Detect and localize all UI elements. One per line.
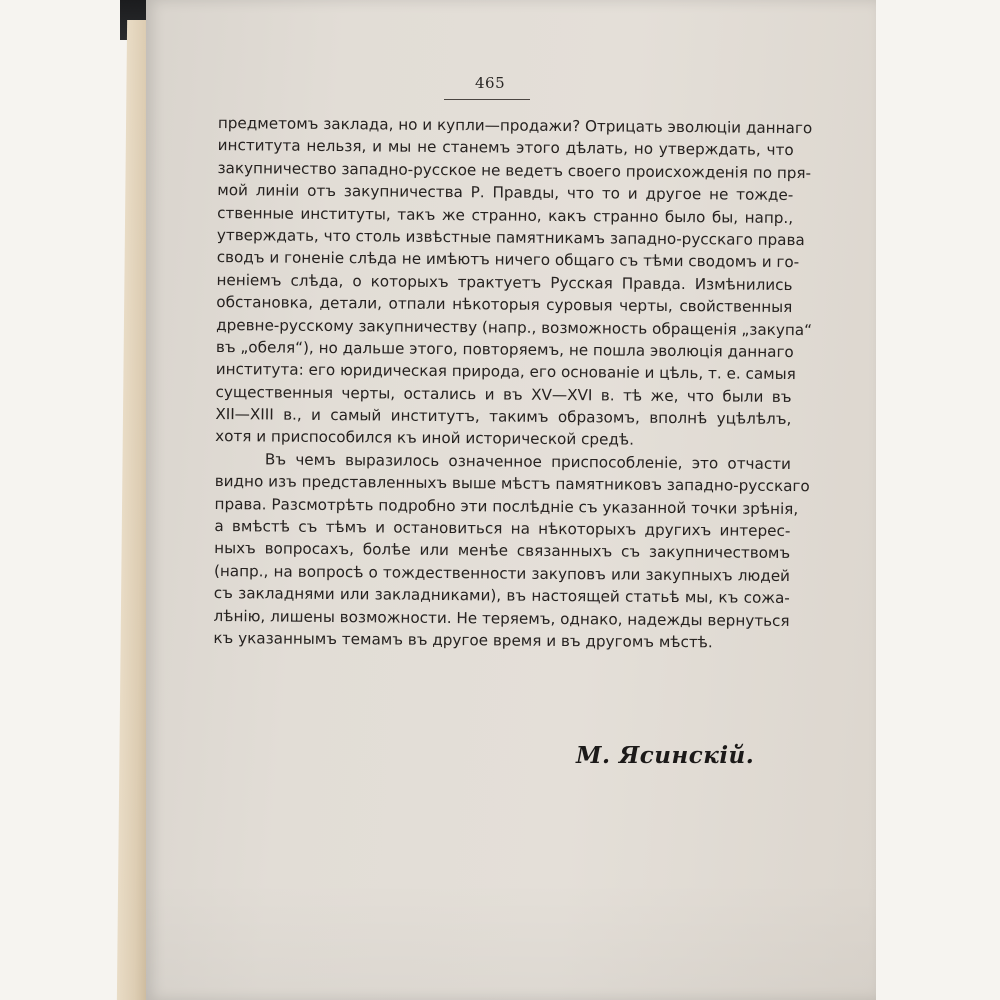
- text-line: предметомъ заклада, но и купли—продажи? Отрицать эволюціи даннаго: [217, 113, 813, 138]
- text-line: утверждать, что столь извѣстные памятникамъ западно-русскаго права: [216, 225, 805, 250]
- text-line: мой линіи отъ закупничества Р. Правды, что то и другое не тожде-: [217, 181, 794, 205]
- text-line: института нельзя, и мы не станемъ этого дѣлать, но утверждать, что: [217, 136, 794, 160]
- text-line: существенныя черты, остались и въ XV—XVI в. тѣ же, что были въ: [215, 382, 792, 406]
- text-line: а вмѣстѣ съ тѣмъ и остановиться на нѣкоторыхъ другихъ интерес-: [214, 517, 791, 541]
- text-line: въ „обеля“), но дальше этого, повторяемъ, не пошла эволюція даннаго: [215, 337, 794, 361]
- text-line: неніемъ слѣда, о которыхъ трактуетъ Русская Правда. Измѣнились: [216, 270, 793, 294]
- author-signature: М. Ясинскій.: [576, 742, 755, 769]
- body-text: [213, 112, 813, 654]
- text-line: права. Разсмотрѣть подробно эти послѣдніе съ указанной точки зрѣнія,: [214, 494, 799, 518]
- background-right: [876, 0, 1000, 1000]
- page-number: 465: [475, 74, 506, 92]
- text-line: (напр., на вопросѣ о тождественности закуповъ или закупныхъ людей: [213, 561, 791, 585]
- text-line: обстановка, детали, отпали нѣкоторыя суровыя черты, свойственныя: [216, 293, 793, 317]
- text-line: къ указаннымъ темамъ въ другое время и въ другомъ мѣстѣ.: [213, 628, 713, 652]
- text-line: хотя и приспособился къ иной исторической средѣ.: [215, 427, 635, 450]
- page-shadow: [146, 880, 876, 1000]
- header-rule: [444, 99, 530, 100]
- text-line: сводъ и гоненіе слѣда не имѣютъ ничего общаго съ тѣми сводомъ и го-: [216, 248, 800, 272]
- text-line: ственные институты, такъ же странно, какъ странно было бы, напр.,: [217, 203, 794, 227]
- text-line: съ закладнями или закладниками), въ настоящей статьѣ мы, къ сожа-: [213, 584, 790, 608]
- text-line: Въ чемъ выразилось означенное приспособленіе, это отчасти: [264, 450, 792, 473]
- text-line: лѣнію, лишены возможности. Не теряемъ, однако, надежды вернуться: [213, 606, 790, 630]
- text-line: института: его юридическая природа, его основаніе и цѣль, т. е. самыя: [215, 360, 796, 384]
- text-line: видно изъ представленныхъ выше мѣстъ памятниковъ западно-русскаго: [214, 472, 810, 496]
- text-line: ныхъ вопросахъ, болѣе или менѣе связанныхъ съ закупничествомъ: [214, 539, 791, 563]
- text-line: XII—XIII в., и самый институтъ, такимъ образомъ, вполнѣ уцѣлѣлъ,: [215, 405, 792, 429]
- text-line: древне-русскому закупничеству (напр., возможность обращенія „закупа“: [216, 315, 813, 339]
- text-line: закупничество западно-русское не ведетъ своего происхожденія по пря-: [217, 158, 812, 182]
